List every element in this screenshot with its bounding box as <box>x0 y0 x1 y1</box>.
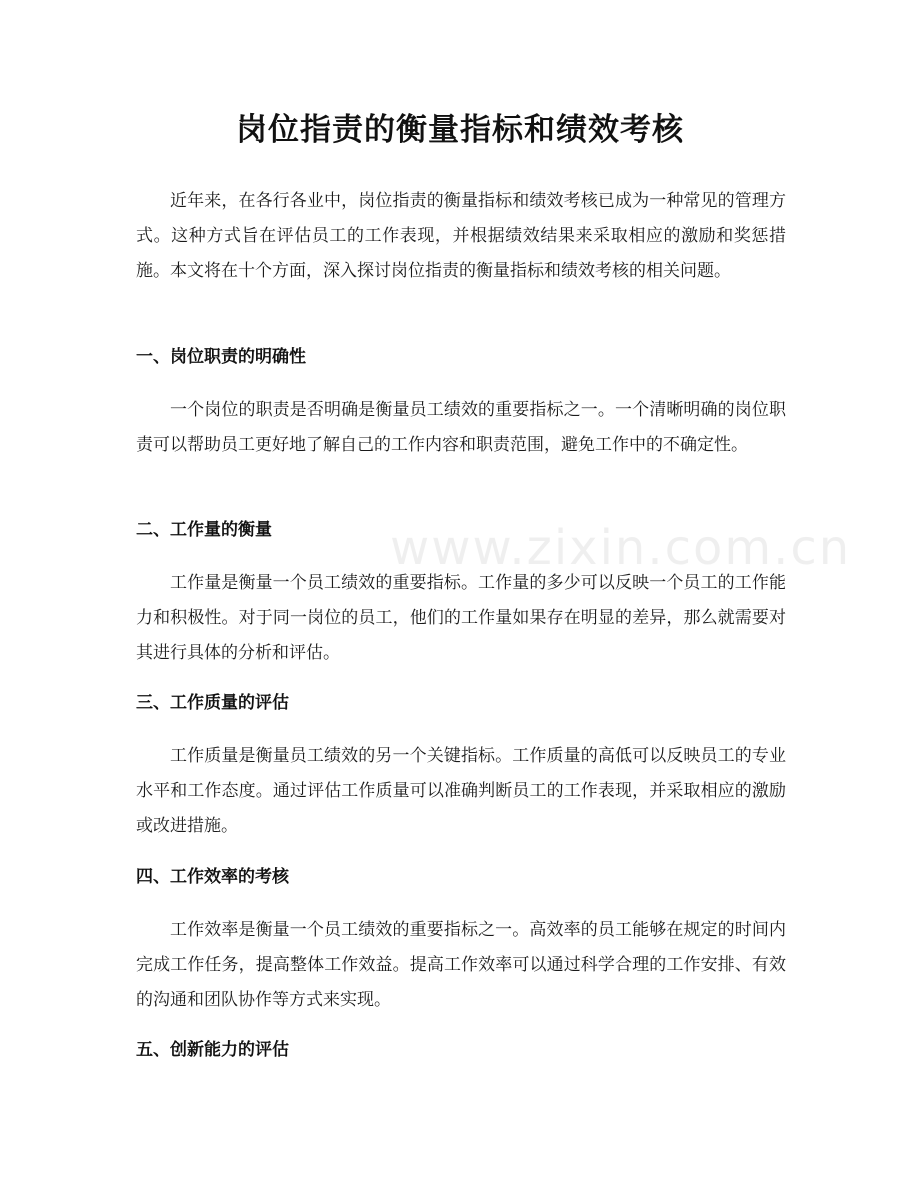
section-heading-5: 五、创新能力的评估 <box>136 1040 289 1060</box>
section-heading-1: 一、岗位职责的明确性 <box>136 347 306 367</box>
intro-paragraph: 近年来，在各行各业中，岗位指责的衡量指标和绩效考核已成为一种常见的管理方式。这种方式旨在评估员工的工作表现，并根据绩效结果来采取相应的激励和奖惩措施。本文将在十个方面，深入探讨岗位指责的衡量指标和绩效考核的相关问题。 <box>136 191 786 281</box>
section-heading-2: 二、工作量的衡量 <box>136 520 272 540</box>
section-heading-3: 三、工作质量的评估 <box>136 693 289 713</box>
document-title: 岗位指责的衡量指标和绩效考核 <box>236 112 684 148</box>
section-body-4: 工作效率是衡量一个员工绩效的重要指标之一。高效率的员工能够在规定的时间内完成工作任务，提高整体工作效益。提高工作效率可以通过科学合理的工作安排、有效的沟通和团队协作等方式来实现。 <box>136 920 786 1010</box>
watermark: www.zixin.com.cn <box>390 520 852 576</box>
section-body-1: 一个岗位的职责是否明确是衡量员工绩效的重要指标之一。一个清晰明确的岗位职责可以帮助员工更好地了解自己的工作内容和职责范围，避免工作中的不确定性。 <box>136 400 786 455</box>
section-heading-4: 四、工作效率的考核 <box>136 867 289 887</box>
section-body-2: 工作量是衡量一个员工绩效的重要指标。工作量的多少可以反映一个员工的工作能力和积极性。对于同一岗位的员工，他们的工作量如果存在明显的差异，那么就需要对其进行具体的分析和评估。 <box>136 573 786 663</box>
section-body-3: 工作质量是衡量员工绩效的另一个关键指标。工作质量的高低可以反映员工的专业水平和工作态度。通过评估工作质量可以准确判断员工的工作表现，并采取相应的激励或改进措施。 <box>136 746 786 836</box>
